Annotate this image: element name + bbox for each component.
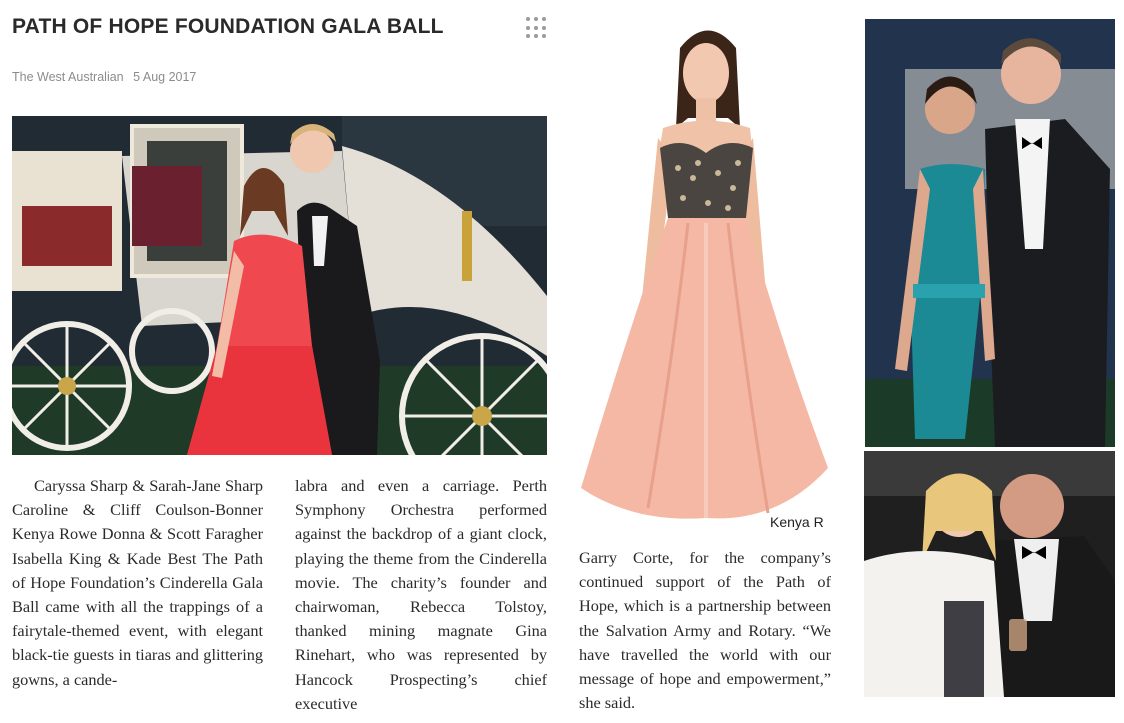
drag-handle-icon[interactable] <box>526 17 548 39</box>
article-body-column-1: Caryssa Sharp & Sarah-Jane Sharp Caroline & Cliff Coulson-Bonner Kenya Rowe Donna & Scott Faragher Isabella King & Kade Best The Path of Hope Foundation’s Cinderella Gala Ball came with all the trappings of a fairytale-themed event, with elegant black-tie guests in tiaras and glittering gowns, a cande- <box>12 476 263 689</box>
article-body-column-2: labra and even a carriage. Perth Symphony Orchestra performed against the backdrop of a giant clock, playing the theme from the Cinderella movie. The charity’s founder and chairwoman, Rebecca Tolstoy, thanked mining magnate Gina Rinehart, who was represented by Hancock Prospecting’s chief executive <box>295 476 547 713</box>
article-source: The West Australian <box>12 70 124 84</box>
article-title: PATH OF HOPE FOUNDATION GALA BALL <box>12 15 444 38</box>
photo-dancers-carriage <box>12 116 547 455</box>
article-date: 5 Aug 2017 <box>133 70 197 84</box>
photo-couple-teal-dress <box>865 19 1115 447</box>
photo-couple-white-wrap <box>864 451 1115 697</box>
article-body-column-3: Garry Corte, for the company’s continued support of the Path of Hope, which is a partnership between the Salvation Army and Rotary. “We have travelled the world with our message of hope and empowerment,” she said. <box>579 548 831 713</box>
photo-caption: Kenya R <box>770 514 824 530</box>
article-meta <box>12 70 196 84</box>
photo-girl-peach-gown <box>578 18 833 538</box>
